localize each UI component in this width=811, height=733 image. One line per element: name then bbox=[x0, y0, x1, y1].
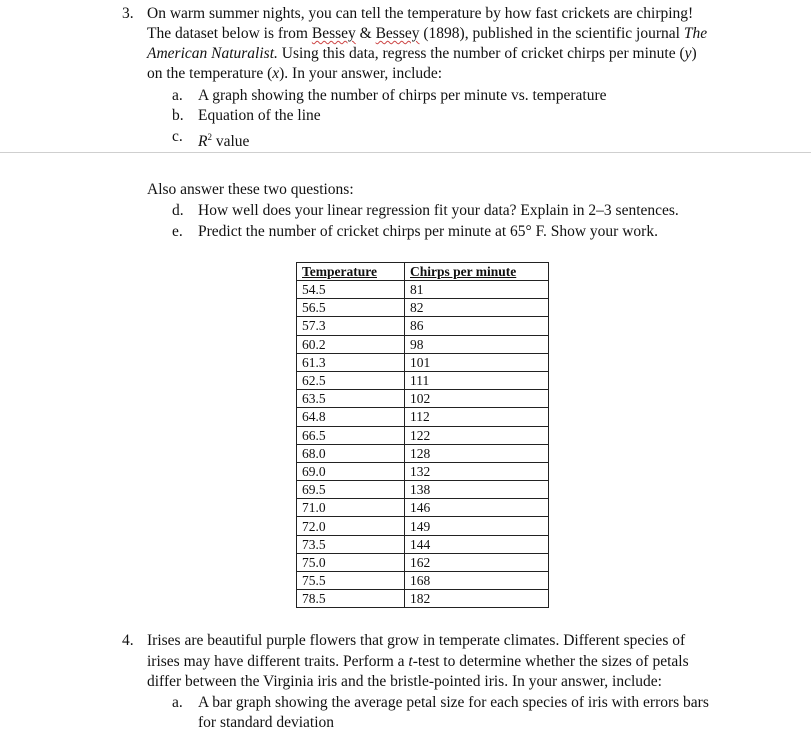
item-a-text: A graph showing the number of chirps per minute vs. temperature bbox=[198, 87, 607, 104]
temperature-cell: 56.5 bbox=[297, 299, 405, 317]
q4-line-3: differ between the Virginia iris and the bristle-pointed iris. In your answer, include: bbox=[147, 673, 662, 690]
table-row bbox=[297, 517, 549, 535]
chirps-cell: 132 bbox=[405, 462, 549, 480]
table-row bbox=[297, 426, 549, 444]
chirps-cell: 182 bbox=[405, 590, 549, 608]
item-d-text: How well does your linear regression fit your data? Explain in 2–3 sentences. bbox=[198, 202, 679, 219]
chirps-cell: 111 bbox=[405, 371, 549, 389]
q4-item-a-line-2: for standard deviation bbox=[198, 714, 335, 731]
table-row bbox=[297, 572, 549, 590]
item-e-marker: e. bbox=[172, 223, 183, 240]
temperature-cell: 63.5 bbox=[297, 390, 405, 408]
table-row bbox=[297, 281, 549, 299]
q3-line-2: The dataset below is from Bessey & Bessey (1898), published in the scientific journal The bbox=[147, 25, 708, 42]
table-row bbox=[297, 317, 549, 335]
item-e-text: Predict the number of cricket chirps per minute at 65° F. Show your work. bbox=[198, 223, 658, 240]
header-temperature: Temperature bbox=[297, 263, 405, 281]
q3-line-4: on the temperature (x). In your answer, include: bbox=[147, 65, 443, 82]
chirps-cell: 101 bbox=[405, 353, 549, 371]
item-c-text: $R^2$ value bbox=[198, 132, 250, 151]
temperature-cell: 61.3 bbox=[297, 353, 405, 371]
chirps-cell: 162 bbox=[405, 553, 549, 571]
item-a-marker: a. bbox=[172, 87, 183, 104]
table-row bbox=[297, 499, 549, 517]
chirps-cell: 144 bbox=[405, 535, 549, 553]
journal-name: American Naturalist. bbox=[147, 45, 278, 62]
question-4-number: 4. bbox=[122, 632, 134, 649]
header-chirps: Chirps per minute bbox=[405, 263, 549, 281]
question-3-number: 3. bbox=[122, 5, 134, 22]
item-c-marker: c. bbox=[172, 128, 183, 145]
q4-line-1: Irises are beautiful purple flowers that grow in temperate climates. Different species of bbox=[147, 632, 686, 649]
q3-line-1: On warm summer nights, you can tell the temperature by how fast crickets are chirping! bbox=[147, 5, 694, 22]
temperature-cell: 62.5 bbox=[297, 371, 405, 389]
author-name-2: Bessey bbox=[375, 25, 420, 42]
temperature-cell: 54.5 bbox=[297, 281, 405, 299]
q4-item-a-marker: a. bbox=[172, 694, 183, 711]
chirps-cell: 149 bbox=[405, 517, 549, 535]
cricket-data-table bbox=[296, 262, 549, 608]
temperature-cell: 73.5 bbox=[297, 535, 405, 553]
temperature-cell: 78.5 bbox=[297, 590, 405, 608]
temperature-cell: 68.0 bbox=[297, 444, 405, 462]
q4-line-2: irises may have different traits. Perform a t-test to determine whether the sizes of petals bbox=[147, 653, 689, 670]
page-divider bbox=[0, 152, 811, 153]
table-row bbox=[297, 408, 549, 426]
table-row bbox=[297, 444, 549, 462]
table-row bbox=[297, 590, 549, 608]
table-row bbox=[297, 299, 549, 317]
temperature-cell: 69.0 bbox=[297, 462, 405, 480]
q3-line-3: American Naturalist. Using this data, regress the number of cricket chirps per minute (y) bbox=[147, 45, 697, 62]
chirps-cell: 168 bbox=[405, 572, 549, 590]
table-row bbox=[297, 462, 549, 480]
table-row bbox=[297, 553, 549, 571]
temperature-cell: 72.0 bbox=[297, 517, 405, 535]
chirps-cell: 82 bbox=[405, 299, 549, 317]
chirps-cell: 138 bbox=[405, 481, 549, 499]
chirps-cell: 102 bbox=[405, 390, 549, 408]
also-answer-heading: Also answer these two questions: bbox=[147, 181, 354, 198]
chirps-cell: 146 bbox=[405, 499, 549, 517]
author-name-1: Bessey bbox=[311, 25, 356, 42]
temperature-cell: 64.8 bbox=[297, 408, 405, 426]
table-row bbox=[297, 390, 549, 408]
table-header-row bbox=[297, 263, 549, 281]
chirps-cell: 98 bbox=[405, 335, 549, 353]
temperature-cell: 66.5 bbox=[297, 426, 405, 444]
q4-item-a-line-1: A bar graph showing the average petal size for each species of iris with errors bars bbox=[198, 694, 709, 711]
temperature-cell: 75.0 bbox=[297, 553, 405, 571]
chirps-cell: 128 bbox=[405, 444, 549, 462]
table-row bbox=[297, 353, 549, 371]
item-b-text: Equation of the line bbox=[198, 107, 321, 124]
item-d-marker: d. bbox=[172, 202, 184, 219]
chirps-cell: 112 bbox=[405, 408, 549, 426]
chirps-cell: 81 bbox=[405, 281, 549, 299]
temperature-cell: 71.0 bbox=[297, 499, 405, 517]
item-b-marker: b. bbox=[172, 107, 184, 124]
table-row bbox=[297, 371, 549, 389]
temperature-cell: 75.5 bbox=[297, 572, 405, 590]
temperature-cell: 60.2 bbox=[297, 335, 405, 353]
table-row bbox=[297, 335, 549, 353]
table-row bbox=[297, 481, 549, 499]
table-row bbox=[297, 535, 549, 553]
chirps-cell: 122 bbox=[405, 426, 549, 444]
temperature-cell: 69.5 bbox=[297, 481, 405, 499]
temperature-cell: 57.3 bbox=[297, 317, 405, 335]
chirps-cell: 86 bbox=[405, 317, 549, 335]
